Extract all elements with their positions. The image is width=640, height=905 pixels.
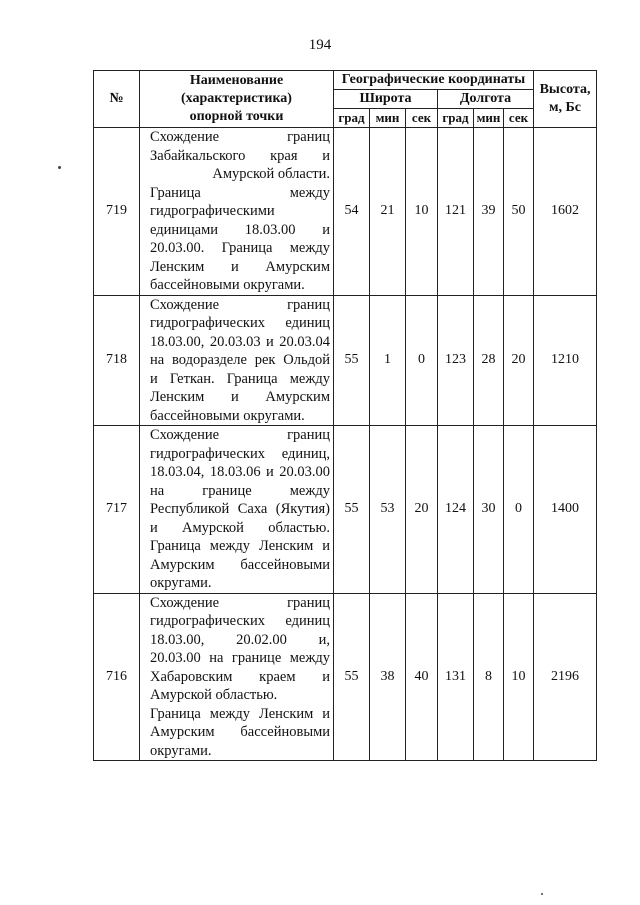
description-line: Амурской областью. — [150, 687, 278, 703]
header-lat-min: мин — [370, 109, 406, 128]
description-line: Республикой Саха (Якутия) — [150, 501, 330, 517]
row-number: 716 — [94, 593, 140, 761]
description-line: округами. — [150, 742, 212, 759]
scan-speck — [58, 166, 61, 169]
lon-deg: 131 — [438, 593, 474, 761]
description-line: Забайкальского края и — [150, 147, 330, 164]
description-line: гидрографических единиц — [150, 315, 330, 331]
description-line: Схождение границ — [150, 296, 330, 313]
description-line: на границе между — [150, 482, 330, 499]
row-description — [140, 295, 334, 426]
lon-deg: 124 — [438, 426, 474, 594]
header-name-line2: (характеристика) — [181, 91, 292, 106]
description-line: единицами 18.03.00 и — [150, 221, 330, 238]
header-name-line1: Наименование — [189, 73, 284, 88]
description-line: 18.03.04, 18.03.06 и 20.03.00 — [150, 464, 330, 480]
lat-deg: 55 — [334, 593, 370, 761]
lon-sec: 50 — [504, 128, 534, 296]
lon-min: 30 — [474, 426, 504, 594]
lon-min: 28 — [474, 295, 504, 426]
description-line: гидрографических единиц, — [150, 445, 330, 462]
lon-deg: 123 — [438, 295, 474, 426]
description-line: на водоразделе рек Ольдой — [150, 352, 330, 368]
description-line: и Амурской областью. — [150, 519, 330, 536]
height: 1602 — [534, 128, 597, 296]
description-line: Амурской области. — [212, 166, 330, 182]
header-height — [534, 71, 597, 128]
description-line: Схождение границ — [150, 427, 330, 443]
header-name — [140, 71, 334, 128]
description-line: Амурским бассейновыми — [150, 724, 330, 740]
table-row — [94, 295, 597, 426]
height: 2196 — [534, 593, 597, 761]
header-longitude: Долгота — [438, 90, 534, 109]
header-height-line2: м, Бс — [549, 100, 582, 115]
row-description — [140, 128, 334, 296]
lat-deg: 55 — [334, 426, 370, 594]
description-line: бассейновыми округами. — [150, 277, 305, 293]
description-line: округами. — [150, 575, 212, 591]
description-line: Граница между — [150, 184, 330, 201]
description-line: 20.03.00. Граница между — [150, 240, 330, 256]
lon-min: 8 — [474, 593, 504, 761]
lon-min: 39 — [474, 128, 504, 296]
lat-sec: 20 — [406, 426, 438, 594]
description-line: Хабаровским краем и — [150, 668, 330, 685]
table-row — [94, 593, 597, 761]
height: 1400 — [534, 426, 597, 594]
lat-sec: 0 — [406, 295, 438, 426]
lat-min: 1 — [370, 295, 406, 426]
description-line: Граница между Ленским и — [150, 538, 330, 554]
description-line: бассейновыми округами. — [150, 407, 305, 424]
header-number: № — [94, 71, 140, 128]
lon-sec: 10 — [504, 593, 534, 761]
lat-deg: 54 — [334, 128, 370, 296]
row-number: 718 — [94, 295, 140, 426]
description-line: 20.03.00 на границе между — [150, 650, 330, 666]
height: 1210 — [534, 295, 597, 426]
coordinates-table — [93, 70, 597, 761]
header-geo-coordinates: Географические координаты — [334, 71, 534, 90]
description-line: Ленским и Амурским — [150, 389, 330, 405]
lon-deg: 121 — [438, 128, 474, 296]
row-number: 717 — [94, 426, 140, 594]
description-line: 18.03.00, 20.03.03 и 20.03.04 — [150, 333, 330, 350]
table-row — [94, 128, 597, 296]
header-lat-deg: град — [334, 109, 370, 128]
lat-sec: 40 — [406, 593, 438, 761]
description-line: Граница между Ленским и — [150, 705, 330, 722]
header-lon-deg: град — [438, 109, 474, 128]
page-number: 194 — [308, 37, 332, 53]
header-latitude: Широта — [334, 90, 438, 109]
row-description — [140, 426, 334, 594]
lat-min: 21 — [370, 128, 406, 296]
description-line: Ленским и Амурским — [150, 258, 330, 275]
description-line: гидрографическими — [150, 203, 275, 219]
description-line: 18.03.00, 20.02.00 и, — [150, 631, 330, 648]
description-line: Амурским бассейновыми — [150, 556, 330, 573]
description-line: Схождение границ — [150, 129, 330, 145]
description-line: Схождение границ — [150, 594, 330, 611]
lon-sec: 0 — [504, 426, 534, 594]
header-height-line1: Высота, — [539, 82, 591, 97]
row-description — [140, 593, 334, 761]
lon-sec: 20 — [504, 295, 534, 426]
lat-min: 53 — [370, 426, 406, 594]
header-lon-min: мин — [474, 109, 504, 128]
description-line: гидрографических единиц — [150, 613, 330, 629]
header-lon-sec: сек — [504, 109, 534, 128]
description-line: и Геткан. Граница между — [150, 370, 330, 387]
header-name-line3: опорной точки — [189, 109, 284, 124]
header-lat-sec: сек — [406, 109, 438, 128]
lat-deg: 55 — [334, 295, 370, 426]
row-number: 719 — [94, 128, 140, 296]
table-row — [94, 426, 597, 594]
lat-min: 38 — [370, 593, 406, 761]
lat-sec: 10 — [406, 128, 438, 296]
scan-speck — [541, 893, 543, 895]
